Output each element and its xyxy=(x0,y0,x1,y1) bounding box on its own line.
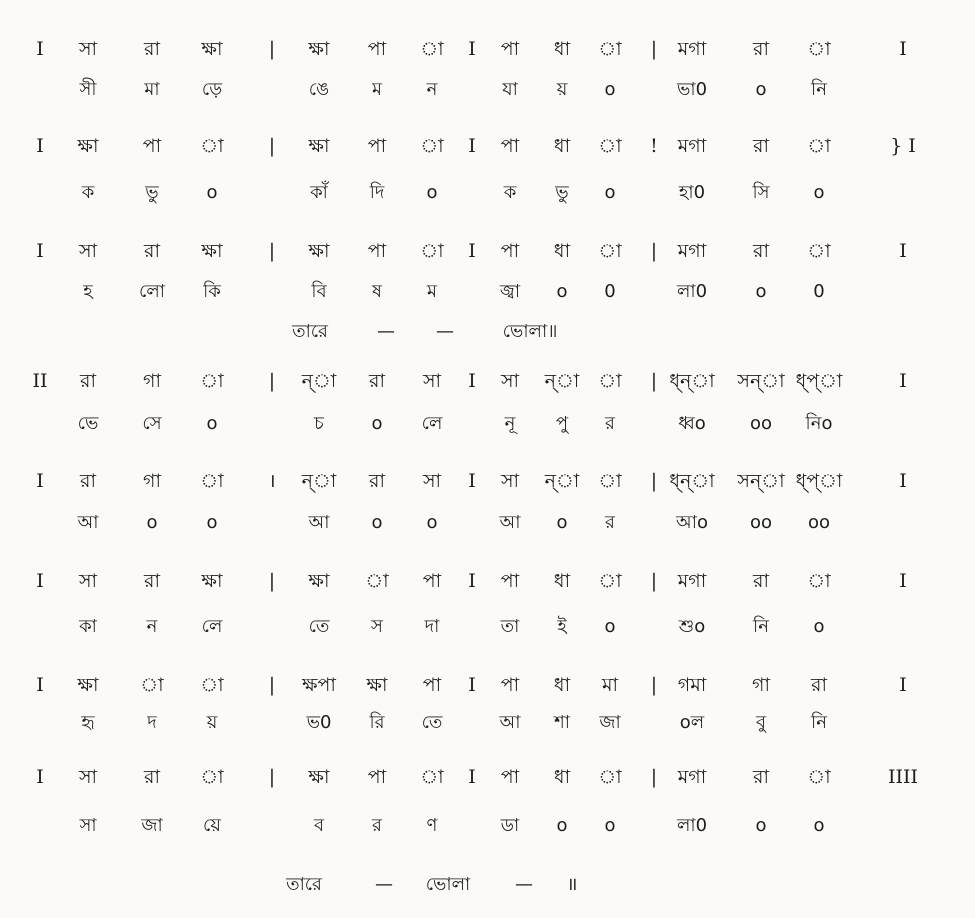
swara-note: পা xyxy=(500,135,520,157)
swara-note: া xyxy=(598,570,622,592)
swara-note: া xyxy=(598,470,622,492)
swara-note: া xyxy=(140,674,164,696)
lyric-syllable: হৃ xyxy=(81,712,95,733)
swara-note: া xyxy=(598,135,622,157)
refrain-word: তারে xyxy=(286,874,322,895)
refrain-word: ॥ xyxy=(566,874,578,895)
lyric-syllable: লে xyxy=(201,616,223,637)
swara-note: া xyxy=(420,38,444,60)
swara-note: মা xyxy=(601,674,619,696)
swara-note: া xyxy=(807,570,831,592)
swara-note: া xyxy=(200,370,224,392)
lyric-syllable: বি xyxy=(311,281,327,302)
swara-note: ন্া xyxy=(544,370,580,392)
bar-line: } I xyxy=(890,135,916,157)
refrain-word: তারে xyxy=(292,321,328,342)
swara-note: ক্ষা xyxy=(77,674,99,696)
swara-note: া xyxy=(420,766,444,788)
swara-note: রা xyxy=(144,38,160,60)
swara-note: সা xyxy=(78,38,98,60)
swara-note: া xyxy=(200,766,224,788)
swara-note: সা xyxy=(78,570,98,592)
swara-note: পা xyxy=(367,38,387,60)
swara-note: ক্ষা xyxy=(308,135,330,157)
lyric-syllable: 0 xyxy=(813,281,825,302)
bar-line: I xyxy=(468,570,476,592)
swara-note: া xyxy=(807,38,831,60)
lyric-row xyxy=(0,178,975,208)
bar-line: I xyxy=(36,570,44,592)
swara-note: সা xyxy=(500,370,520,392)
swara-note: ধ্ন্া xyxy=(669,470,715,492)
lyric-syllable: o xyxy=(206,182,218,203)
refrain-word: — xyxy=(375,874,393,895)
swara-note: ক্ষা xyxy=(366,674,388,696)
swara-note: া xyxy=(200,135,224,157)
lyric-syllable: নিo xyxy=(805,413,833,434)
swara-note: ধা xyxy=(553,240,571,262)
lyric-syllable: oo xyxy=(749,512,773,533)
lyric-syllable: ভু xyxy=(555,182,569,203)
lyric-syllable: লো xyxy=(139,281,165,302)
bar-line: | xyxy=(268,370,276,392)
swara-note: পা xyxy=(367,766,387,788)
bar-line: I xyxy=(899,38,907,60)
bar-line: I xyxy=(899,570,907,592)
lyric-syllable: ভ0 xyxy=(306,712,332,733)
lyric-syllable: দা xyxy=(424,616,440,637)
swara-note: া xyxy=(420,240,444,262)
lyric-syllable: oo xyxy=(749,413,773,434)
swara-note: া xyxy=(420,135,444,157)
lyric-row xyxy=(0,409,975,439)
bar-line: I xyxy=(468,135,476,157)
lyric-syllable: য়ে xyxy=(203,815,221,836)
lyric-syllable: ব xyxy=(313,815,325,836)
swara-note: া xyxy=(807,135,831,157)
bar-line: I xyxy=(36,470,44,492)
lyric-syllable: ম xyxy=(427,281,437,302)
bar-line: I xyxy=(468,240,476,262)
lyric-syllable: আ xyxy=(499,712,521,733)
swara-note: সন্া xyxy=(737,370,785,392)
swara-note: গা xyxy=(752,674,770,696)
lyric-row xyxy=(0,811,975,841)
lyric-syllable: য় xyxy=(206,712,218,733)
lyric-syllable: ষ xyxy=(372,281,382,302)
lyric-syllable: হ xyxy=(83,281,93,302)
swara-note: রা xyxy=(753,570,769,592)
swara-note: সন্া xyxy=(737,470,785,492)
swara-note: া xyxy=(807,240,831,262)
swara-note: ক্ষা xyxy=(308,570,330,592)
swara-note: ক্ষা xyxy=(77,135,99,157)
swara-note: রা xyxy=(144,766,160,788)
lyric-syllable: 0 xyxy=(604,281,616,302)
lyric-row xyxy=(0,277,975,307)
swara-note: রা xyxy=(80,370,96,392)
swara-note: পা xyxy=(500,240,520,262)
lyric-syllable: তে xyxy=(421,712,443,733)
lyric-syllable: বু xyxy=(755,712,767,733)
swara-note: রা xyxy=(753,766,769,788)
bar-line: ! xyxy=(650,135,658,157)
swara-note: সা xyxy=(78,240,98,262)
swara-note: ক্ষা xyxy=(308,240,330,262)
swara-note: ধা xyxy=(553,570,571,592)
swara-note: রা xyxy=(753,240,769,262)
lyric-syllable: দ xyxy=(147,712,157,733)
lyric-syllable: o xyxy=(813,616,825,637)
lyric-row xyxy=(0,612,975,642)
bar-line: | xyxy=(268,674,276,696)
swara-note: পা xyxy=(422,674,442,696)
swara-note: া xyxy=(200,470,224,492)
swara-note: রা xyxy=(369,370,385,392)
lyric-syllable: o xyxy=(426,182,438,203)
lyric-syllable: ক xyxy=(503,182,517,203)
bar-line: I xyxy=(36,766,44,788)
lyric-syllable: ড়ে xyxy=(201,79,223,100)
lyric-syllable: সী xyxy=(79,79,97,100)
bar-line: I xyxy=(468,674,476,696)
swara-note: া xyxy=(807,766,831,788)
lyric-syllable: ধ্বo xyxy=(678,413,706,434)
swara-note: া xyxy=(598,240,622,262)
swara-note: পা xyxy=(367,240,387,262)
lyric-syllable: নূ xyxy=(504,413,516,434)
lyric-syllable: তা xyxy=(500,616,520,637)
bar-line: I xyxy=(468,38,476,60)
lyric-syllable: o xyxy=(755,815,767,836)
lyric-syllable: o xyxy=(813,815,825,836)
bar-line: | xyxy=(650,470,658,492)
swara-note: ন্া xyxy=(544,470,580,492)
swara-row xyxy=(0,366,975,396)
lyric-syllable: ক xyxy=(81,182,95,203)
lyric-syllable: সি xyxy=(752,182,770,203)
swara-row xyxy=(0,566,975,596)
swara-note: পা xyxy=(367,135,387,157)
lyric-row xyxy=(0,75,975,105)
swara-note: সা xyxy=(78,766,98,788)
lyric-syllable: o xyxy=(426,512,438,533)
swara-note: ক্ষপা xyxy=(302,674,336,696)
lyric-syllable: নি xyxy=(753,616,769,637)
lyric-row xyxy=(0,508,975,538)
swara-note: ধ্প্া xyxy=(795,470,843,492)
swara-note: পা xyxy=(142,135,162,157)
swara-note: ক্ষা xyxy=(201,240,223,262)
lyric-syllable: র xyxy=(372,815,382,836)
lyric-syllable: oল xyxy=(679,712,705,733)
lyric-syllable: o xyxy=(206,512,218,533)
refrain-word: ভোলা॥ xyxy=(502,321,558,342)
swara-note: সা xyxy=(422,470,442,492)
swara-note: া xyxy=(598,38,622,60)
lyric-row xyxy=(0,708,975,738)
lyric-syllable: লা0 xyxy=(676,815,708,836)
swara-note: রা xyxy=(80,470,96,492)
lyric-syllable: o xyxy=(604,79,616,100)
swara-note: গা xyxy=(143,470,161,492)
swara-row xyxy=(0,34,975,64)
lyric-syllable: নি xyxy=(811,712,827,733)
lyric-syllable: লে xyxy=(421,413,443,434)
lyric-syllable: ন xyxy=(426,79,438,100)
lyric-syllable: নি xyxy=(811,79,827,100)
lyric-syllable: o xyxy=(604,815,616,836)
swara-note: সা xyxy=(500,470,520,492)
refrain-line xyxy=(0,317,975,347)
lyric-syllable: দি xyxy=(369,182,385,203)
bar-line: | xyxy=(650,370,658,392)
swara-note: পা xyxy=(422,570,442,592)
bar-line: | xyxy=(650,38,658,60)
lyric-syllable: ন xyxy=(146,616,158,637)
swara-row xyxy=(0,131,975,161)
swara-note: রা xyxy=(369,470,385,492)
lyric-syllable: o xyxy=(146,512,158,533)
swara-note: পা xyxy=(500,38,520,60)
lyric-syllable: লা0 xyxy=(676,281,708,302)
lyric-syllable: জা xyxy=(141,815,163,836)
refrain-line xyxy=(0,870,975,900)
bar-line: IIII xyxy=(887,766,919,788)
lyric-syllable: কা xyxy=(79,616,97,637)
lyric-syllable: ডা xyxy=(500,815,520,836)
lyric-syllable: চ xyxy=(314,413,324,434)
bar-line: I xyxy=(899,674,907,696)
bar-line: | xyxy=(268,240,276,262)
lyric-syllable: পু xyxy=(555,413,569,434)
swara-note: া xyxy=(598,766,622,788)
bar-line: | xyxy=(268,38,276,60)
refrain-word: — xyxy=(436,321,454,342)
swara-note: সা xyxy=(422,370,442,392)
lyric-syllable: কাঁ xyxy=(310,182,328,203)
refrain-word: — xyxy=(515,874,533,895)
lyric-syllable: o xyxy=(371,512,383,533)
lyric-syllable: র xyxy=(605,413,615,434)
swara-note: ধা xyxy=(553,38,571,60)
bar-line: I xyxy=(899,240,907,262)
swara-note: রা xyxy=(144,240,160,262)
swara-note: ক্ষা xyxy=(308,766,330,788)
lyric-syllable: মা xyxy=(144,79,160,100)
swara-row xyxy=(0,762,975,792)
swara-note: ধ্ন্া xyxy=(669,370,715,392)
bar-line: । xyxy=(268,470,276,492)
lyric-syllable: ভু xyxy=(145,182,159,203)
swara-note: ধা xyxy=(553,674,571,696)
lyric-syllable: ভে xyxy=(77,413,99,434)
lyric-syllable: জ্বা xyxy=(499,281,521,302)
lyric-syllable: স xyxy=(371,616,383,637)
lyric-syllable: জা xyxy=(599,712,621,733)
lyric-syllable: o xyxy=(604,616,616,637)
swara-note: রা xyxy=(144,570,160,592)
swara-note: ন্া xyxy=(301,370,337,392)
lyric-syllable: আ xyxy=(77,512,99,533)
lyric-syllable: ঙে xyxy=(308,79,330,100)
bar-line: I xyxy=(36,674,44,696)
swara-note: া xyxy=(200,674,224,696)
swara-note: া xyxy=(365,570,389,592)
lyric-syllable: যা xyxy=(502,79,518,100)
bar-line: I xyxy=(468,470,476,492)
bar-line: | xyxy=(268,135,276,157)
bar-line: I xyxy=(36,135,44,157)
bar-line: I xyxy=(36,38,44,60)
lyric-syllable: আ xyxy=(308,512,330,533)
lyric-syllable: সে xyxy=(142,413,162,434)
bar-line: I xyxy=(468,766,476,788)
lyric-syllable: o xyxy=(556,815,568,836)
swara-note: ক্ষা xyxy=(201,570,223,592)
lyric-syllable: o xyxy=(371,413,383,434)
swara-note: পা xyxy=(500,674,520,696)
lyric-syllable: o xyxy=(206,413,218,434)
swara-note: রা xyxy=(753,135,769,157)
swara-note: ধ্প্া xyxy=(795,370,843,392)
swara-row xyxy=(0,670,975,700)
swara-note: ধা xyxy=(553,766,571,788)
lyric-syllable: ভা0 xyxy=(676,79,708,100)
bar-line: | xyxy=(650,240,658,262)
lyric-syllable: রি xyxy=(369,712,385,733)
lyric-syllable: তে xyxy=(308,616,330,637)
lyric-syllable: o xyxy=(813,182,825,203)
lyric-syllable: ণ xyxy=(426,815,438,836)
bar-line: I xyxy=(36,240,44,262)
lyric-syllable: o xyxy=(556,281,568,302)
swara-note: পা xyxy=(500,766,520,788)
swara-note: মগা xyxy=(677,240,707,262)
swara-note: পা xyxy=(500,570,520,592)
lyric-syllable: o xyxy=(556,512,568,533)
refrain-word: — xyxy=(377,321,395,342)
bar-line: I xyxy=(468,370,476,392)
swara-note: মগা xyxy=(677,570,707,592)
lyric-syllable: হা0 xyxy=(678,182,706,203)
bar-line: | xyxy=(650,674,658,696)
bar-line: | xyxy=(268,570,276,592)
lyric-syllable: কি xyxy=(203,281,221,302)
swara-note: রা xyxy=(753,38,769,60)
swara-note: গা xyxy=(143,370,161,392)
bar-line: | xyxy=(268,766,276,788)
lyric-syllable: ই xyxy=(557,616,567,637)
lyric-syllable: শুo xyxy=(678,616,706,637)
refrain-word: ভোলা xyxy=(425,874,471,895)
bar-line: | xyxy=(650,766,658,788)
lyric-syllable: আo xyxy=(675,512,709,533)
lyric-syllable: o xyxy=(604,182,616,203)
lyric-syllable: oo xyxy=(807,512,831,533)
lyric-syllable: শা xyxy=(554,712,570,733)
swara-note: মগা xyxy=(677,135,707,157)
lyric-syllable: o xyxy=(755,281,767,302)
swara-note: ন্া xyxy=(301,470,337,492)
bar-line: II xyxy=(32,370,48,392)
lyric-syllable: ম xyxy=(372,79,382,100)
bar-line: | xyxy=(650,570,658,592)
lyric-syllable: র xyxy=(605,512,615,533)
swara-row xyxy=(0,236,975,266)
swara-note: মগা xyxy=(677,766,707,788)
swara-note: া xyxy=(598,370,622,392)
swara-row xyxy=(0,466,975,496)
swara-note: ক্ষা xyxy=(201,38,223,60)
swara-note: ধা xyxy=(553,135,571,157)
lyric-syllable: য় xyxy=(556,79,568,100)
lyric-syllable: আ xyxy=(499,512,521,533)
swara-note: রা xyxy=(811,674,827,696)
lyric-syllable: o xyxy=(755,79,767,100)
swara-note: গমা xyxy=(677,674,707,696)
swara-note: ক্ষা xyxy=(308,38,330,60)
bar-line: I xyxy=(899,370,907,392)
bar-line: I xyxy=(899,470,907,492)
swara-note: মগা xyxy=(677,38,707,60)
lyric-syllable: সা xyxy=(79,815,97,836)
